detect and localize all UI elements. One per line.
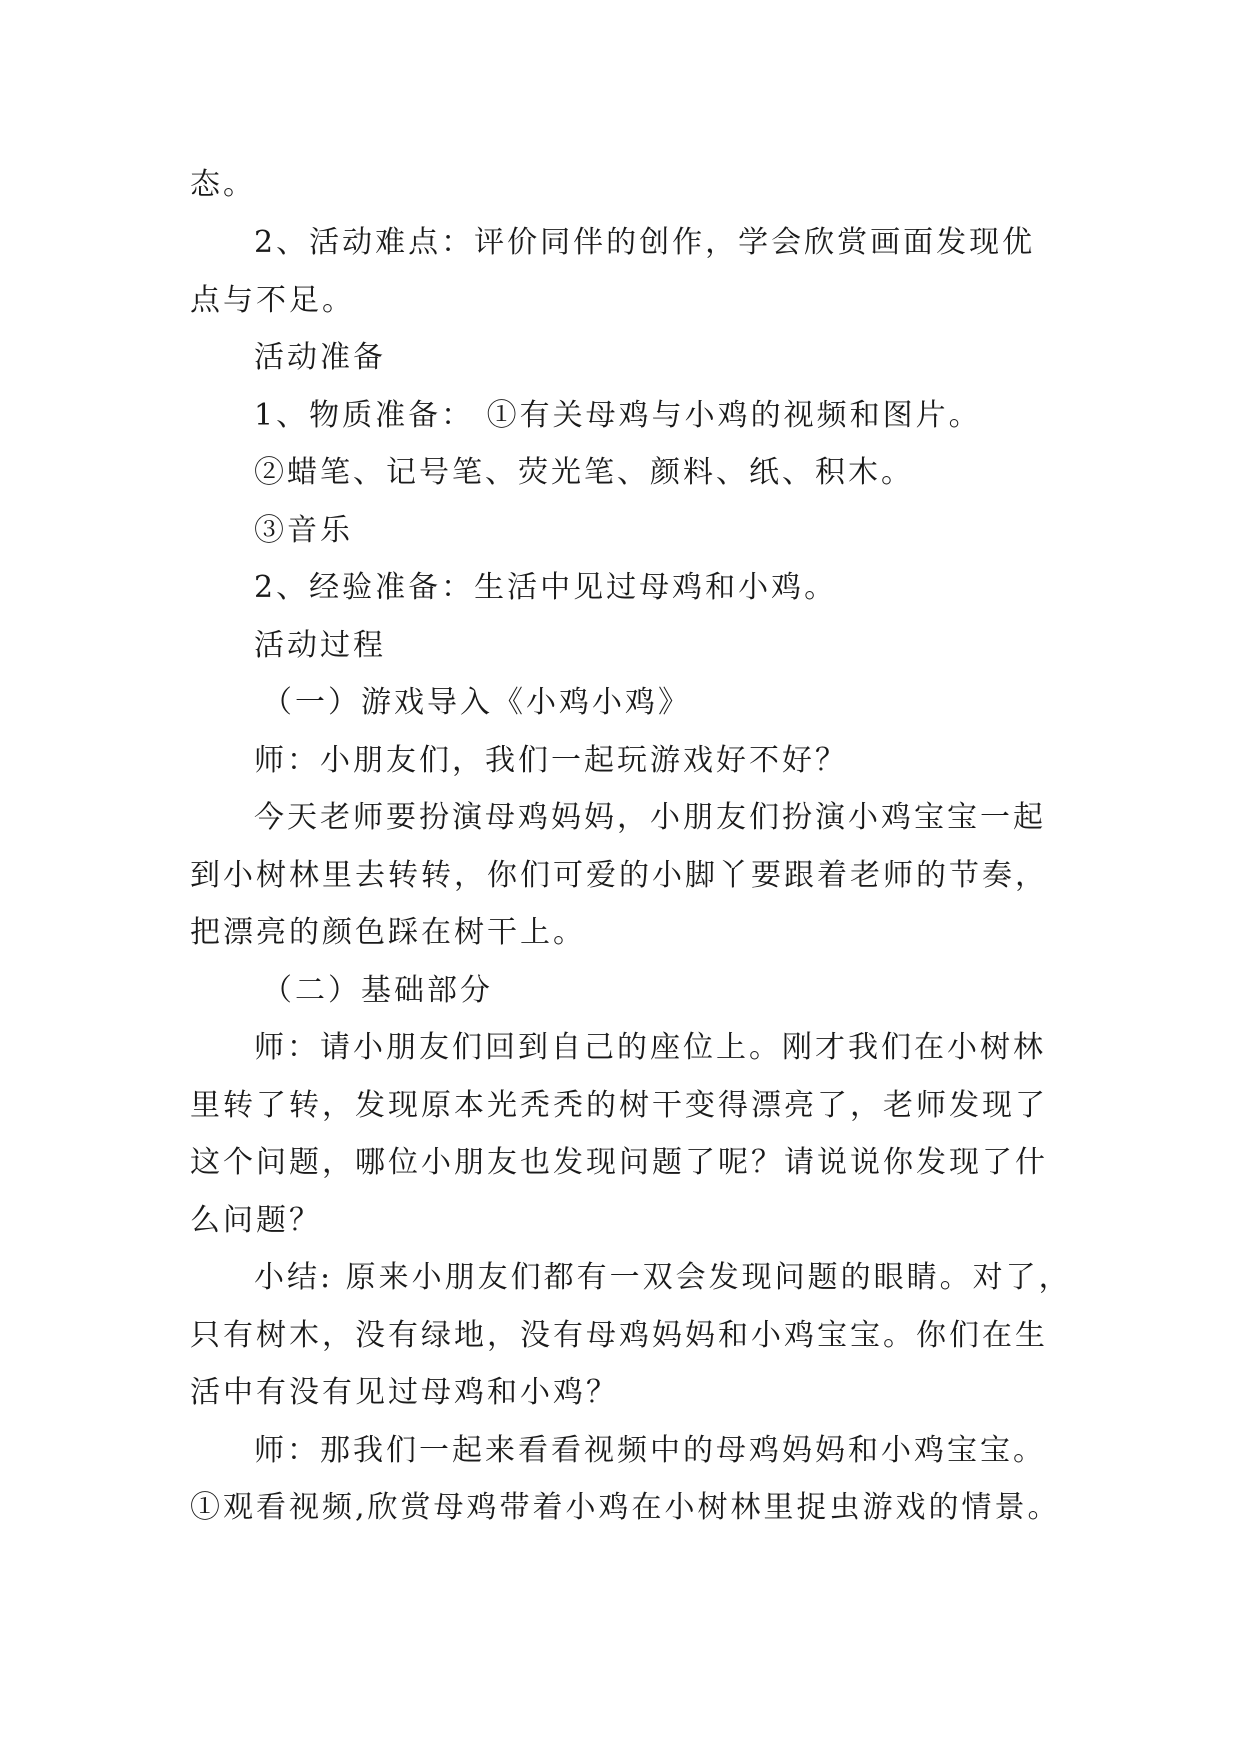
text-line: 么问题？ xyxy=(190,1203,322,1238)
text-line: 这个问题，哪位小朋友也发现问题了呢？请说说你发现了什 xyxy=(190,1145,1048,1180)
text-line: 态。 xyxy=(190,167,256,202)
section-heading: 活动过程 xyxy=(254,628,386,663)
text-line: 1、物质准备： ①有关母鸡与小鸡的视频和图片。 xyxy=(254,398,982,433)
text-line: 小结: 原来小朋友们都有一双会发现问题的眼睛。对了， xyxy=(254,1260,1072,1295)
text-line: 到小树林里去转转，你们可爱的小脚丫要跟着老师的节奏， xyxy=(190,858,1048,893)
text-line: 点与不足。 xyxy=(190,283,355,318)
text-line: 师：那我们一起来看看视频中的母鸡妈妈和小鸡宝宝。 xyxy=(254,1433,1046,1468)
text-line: 2、经验准备：生活中见过母鸡和小鸡。 xyxy=(254,570,838,605)
text-line: 只有树木，没有绿地，没有母鸡妈妈和小鸡宝宝。你们在生 xyxy=(190,1318,1048,1353)
text-line: 2、活动难点：评价同伴的创作，学会欣赏画面发现优 xyxy=(254,225,1036,260)
text-line: 把漂亮的颜色踩在树干上。 xyxy=(190,915,586,950)
section-heading: 活动准备 xyxy=(254,340,386,375)
text-line: 师：请小朋友们回到自己的座位上。刚才我们在小树林 xyxy=(254,1030,1046,1065)
text-line: ②蜡笔、记号笔、荧光笔、颜料、纸、积木。 xyxy=(254,455,914,490)
text-line: 里转了转，发现原本光秃秃的树干变得漂亮了，老师发现了 xyxy=(190,1088,1048,1123)
text-line: ①观看视频,欣赏母鸡带着小鸡在小树林里捉虫游戏的情景。 xyxy=(190,1490,1061,1525)
text-line: 活中有没有见过母鸡和小鸡？ xyxy=(190,1375,619,1410)
text-line: 师：小朋友们，我们一起玩游戏好不好？ xyxy=(254,743,848,778)
subsection-heading: （二）基础部分 xyxy=(262,973,493,1008)
text-line: 今天老师要扮演母鸡妈妈，小朋友们扮演小鸡宝宝一起 xyxy=(254,800,1046,835)
subsection-heading: （一）游戏导入《小鸡小鸡》 xyxy=(262,685,691,720)
text-line: ③音乐 xyxy=(254,513,353,548)
